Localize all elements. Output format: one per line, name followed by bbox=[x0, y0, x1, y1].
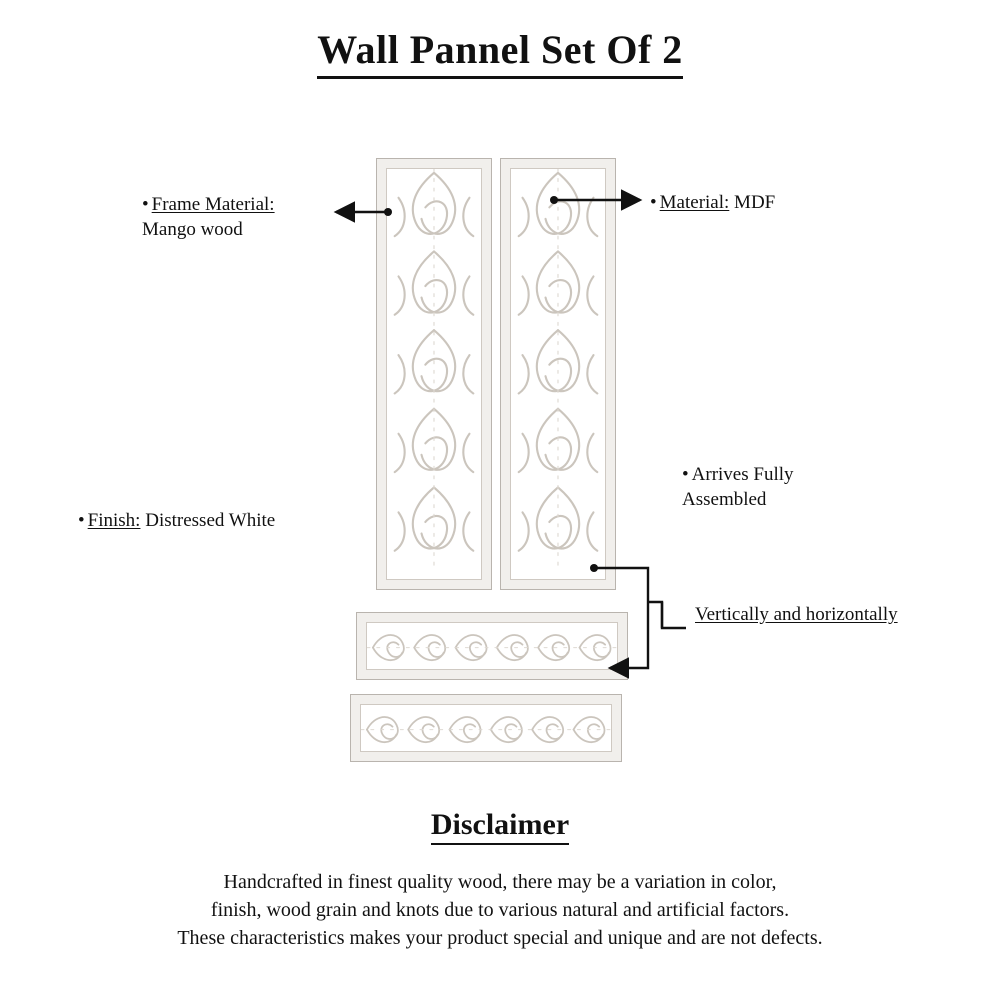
callout-value: Mango wood bbox=[142, 219, 243, 240]
callout-arrives-assembled bbox=[682, 462, 862, 512]
callout-label: Material: bbox=[659, 192, 730, 213]
callout-label: Frame Material: bbox=[151, 194, 275, 215]
bullet-icon: • bbox=[142, 194, 149, 215]
callout-orientation bbox=[695, 602, 955, 627]
carving-pattern-icon bbox=[361, 705, 611, 752]
disclaimer-line-3: These characteristics makes your product special and unique and are not defects. bbox=[177, 927, 823, 949]
page-title bbox=[0, 26, 1000, 73]
horizontal-panel-top bbox=[356, 612, 628, 680]
carving-pattern-icon bbox=[511, 169, 605, 566]
disclaimer-heading bbox=[0, 808, 1000, 842]
callout-frame-material bbox=[142, 192, 352, 242]
callout-material bbox=[650, 190, 880, 215]
panel-frame-inner bbox=[510, 168, 606, 580]
disclaimer-line-1: Handcrafted in finest quality wood, there may be a variation in color, bbox=[223, 871, 777, 893]
callout-value: Assembled bbox=[682, 489, 767, 510]
panel-frame-inner bbox=[360, 704, 612, 752]
callout-value: MDF bbox=[734, 192, 776, 213]
page-title-text: Wall Pannel Set Of 2 bbox=[317, 27, 683, 79]
vertical-panel-right bbox=[500, 158, 616, 590]
callout-label: Vertically and horizontally bbox=[695, 604, 898, 625]
callout-label: Finish: bbox=[87, 510, 141, 531]
disclaimer-heading-text: Disclaimer bbox=[431, 808, 569, 845]
callout-value: Distressed White bbox=[145, 510, 276, 531]
bullet-icon: • bbox=[78, 510, 85, 531]
disclaimer-body bbox=[100, 868, 900, 952]
callout-finish bbox=[78, 508, 358, 533]
carving-pattern-icon bbox=[367, 623, 617, 670]
callout-label: Arrives Fully bbox=[691, 464, 794, 485]
panel-frame-inner bbox=[366, 622, 618, 670]
disclaimer-line-2: finish, wood grain and knots due to various natural and artificial factors. bbox=[210, 899, 790, 921]
panel-frame-inner bbox=[386, 168, 482, 580]
horizontal-panel-bottom bbox=[350, 694, 622, 762]
bullet-icon: • bbox=[650, 192, 657, 213]
carving-pattern-icon bbox=[387, 169, 481, 566]
vertical-panel-left bbox=[376, 158, 492, 590]
bullet-icon: • bbox=[682, 464, 689, 485]
